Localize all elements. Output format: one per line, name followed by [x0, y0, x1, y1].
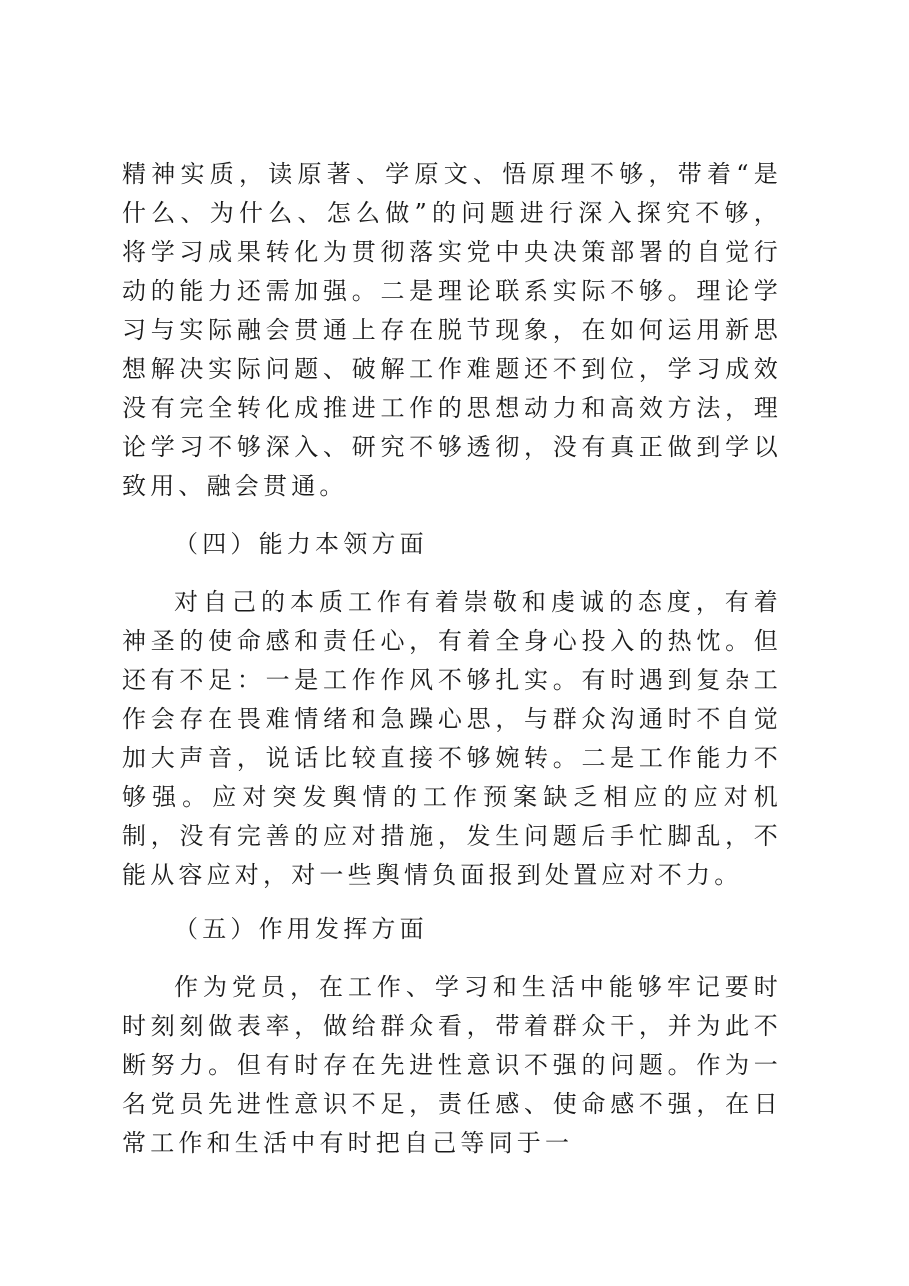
paragraph-theory-study: 精神实质，读原著、学原文、悟原理不够，带着“是什么、为什么、怎么做”的问题进行深入探究不够，将学习成果转化为贯彻落实党中央决策部署的自觉行动的能力还需加强。二是理论联系实际不够。理论学习与实际融会贯通上存在脱节现象，在如何运用新思想解决实际问题、破解工作难题还不到位，学习成效没有完全转化成推进工作的思想动力和高效方法，理论学习不够深入、研究不够透彻，没有真正做到学以致用、融会贯通。: [122, 160, 782, 500]
paragraph-ability: 对自己的本质工作有着崇敬和虔诚的态度，有着神圣的使命感和责任心，有着全身心投入的热忱。但还有不足：一是工作作风不够扎实。有时遇到复杂工作会存在畏难情绪和急躁心思，与群众沟通时不自觉加大声音，说话比较直接不够婉转。二是工作能力不够强。应对突发舆情的工作预案缺乏相应的应对机制，没有完善的应对措施，发生问题后手忙脚乱，不能从容应对，对一些舆情负面报到处置应对不力。: [122, 588, 782, 889]
section-heading-ability: （四）能力本领方面: [174, 530, 428, 558]
section-heading-role: （五）作用发挥方面: [174, 915, 428, 943]
paragraph-role: 作为党员，在工作、学习和生活中能够牢记要时时刻刻做表率，做给群众看，带着群众干，并为此不断努力。但有时存在先进性意识不强的问题。作为一名党员先进性意识不足，责任感、使命感不强，在日常工作和生活中有时把自己等同于一: [122, 973, 782, 1157]
